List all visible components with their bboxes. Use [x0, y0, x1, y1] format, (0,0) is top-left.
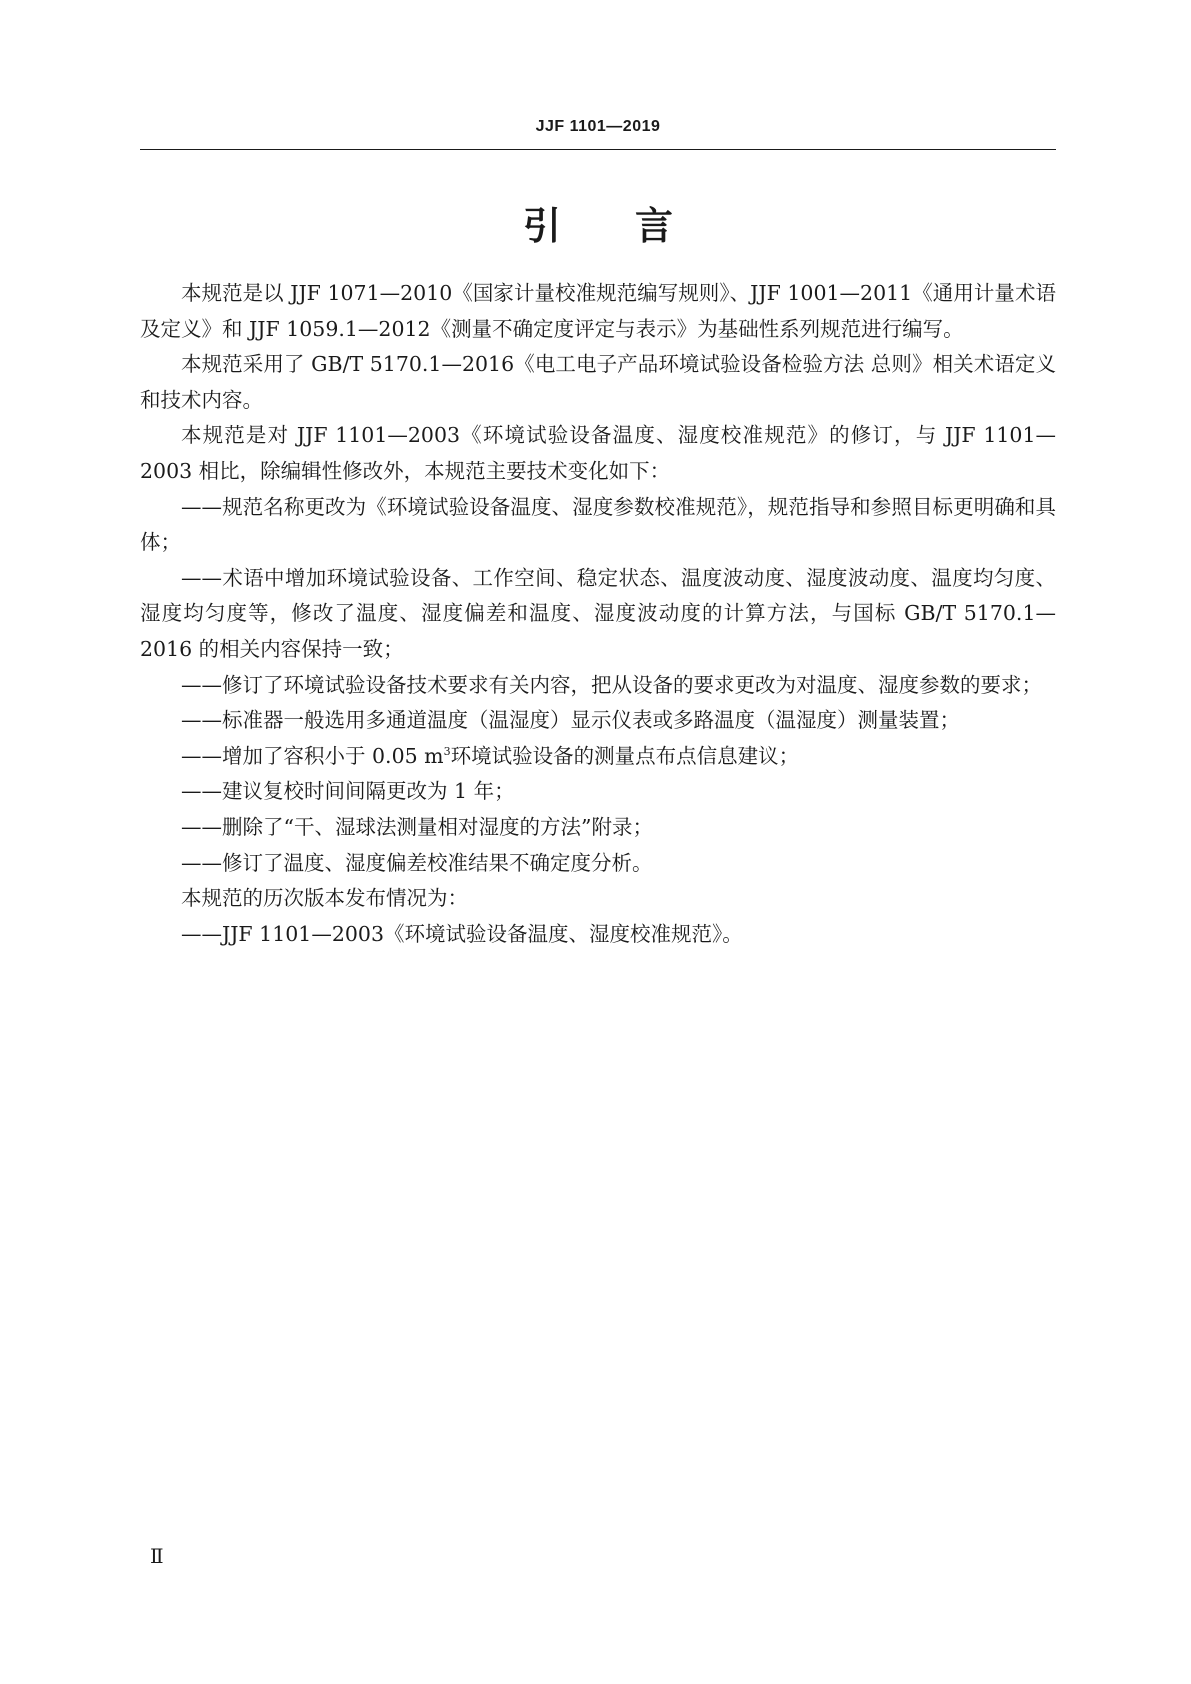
change-item-standard: ——标准器一般选用多通道温度（温湿度）显示仪表或多路温度（温湿度）测量装置； [181, 708, 960, 733]
change-item-terms: ——术语中增加环境试验设备、工作空间、稳定状态、温度波动度、湿度波动度、温度均匀度、湿度均匀度等，修改了温度、湿度偏差和温度、湿度波动度的计算方法，与国标 GB/T 5170.1—2016 的相关内容保持一致； [140, 565, 1056, 661]
page-number: Ⅱ [150, 1544, 164, 1568]
change-item-appendix: ——删除了“干、湿球法测量相对湿度的方法”附录； [181, 814, 653, 839]
paragraph-revision: 本规范是对 JJF 1101—2003《环境试验设备温度、湿度校准规范》的修订，与 JJF 1101—2003 相比，除编辑性修改外，本规范主要技术变化如下： [140, 423, 1056, 483]
history-item: ——JJF 1101—2003《环境试验设备温度、湿度校准规范》。 [181, 921, 743, 946]
paragraph-basis: 本规范是以 JJF 1071—2010《国家计量校准规范编写规则》、JJF 1001—2011《通用计量术语及定义》和 JJF 1059.1—2012《测量不确定度评定与表示》为基础性系列规范进行编写。 [140, 281, 1056, 341]
change-item-uncertainty: ——修订了温度、湿度偏差校准结果不确定度分析。 [181, 850, 653, 875]
header-rule [140, 149, 1056, 150]
change-item-volume [140, 739, 1056, 775]
document-number-header: JJF 1101—2019 [535, 118, 661, 135]
title-char-2: 言 [635, 204, 674, 248]
paragraph-history: 本规范的历次版本发布情况为： [181, 886, 468, 911]
page-title [140, 195, 1056, 250]
volume-text-after: 环境试验设备的测量点布点信息建议； [450, 743, 800, 768]
paragraph-adoption: 本规范采用了 GB/T 5170.1—2016《电工电子产品环境试验设备检验方法 总则》相关术语定义和技术内容。 [140, 352, 1056, 412]
change-item-name: ——规范名称更改为《环境试验设备温度、湿度参数校准规范》，规范指导和参照目标更明确和具体； [140, 494, 1056, 555]
title-char-1: 引 [522, 204, 561, 248]
volume-exponent: 3 [443, 744, 451, 758]
volume-text-before: ——增加了容积小于 0.05 m [181, 743, 444, 768]
change-item-requirements: ——修订了环境试验设备技术要求有关内容，把从设备的要求更改为对温度、湿度参数的要求； [181, 672, 1042, 697]
introduction-body [140, 276, 1056, 952]
change-item-interval: ——建议复校时间间隔更改为 1 年； [181, 779, 515, 804]
